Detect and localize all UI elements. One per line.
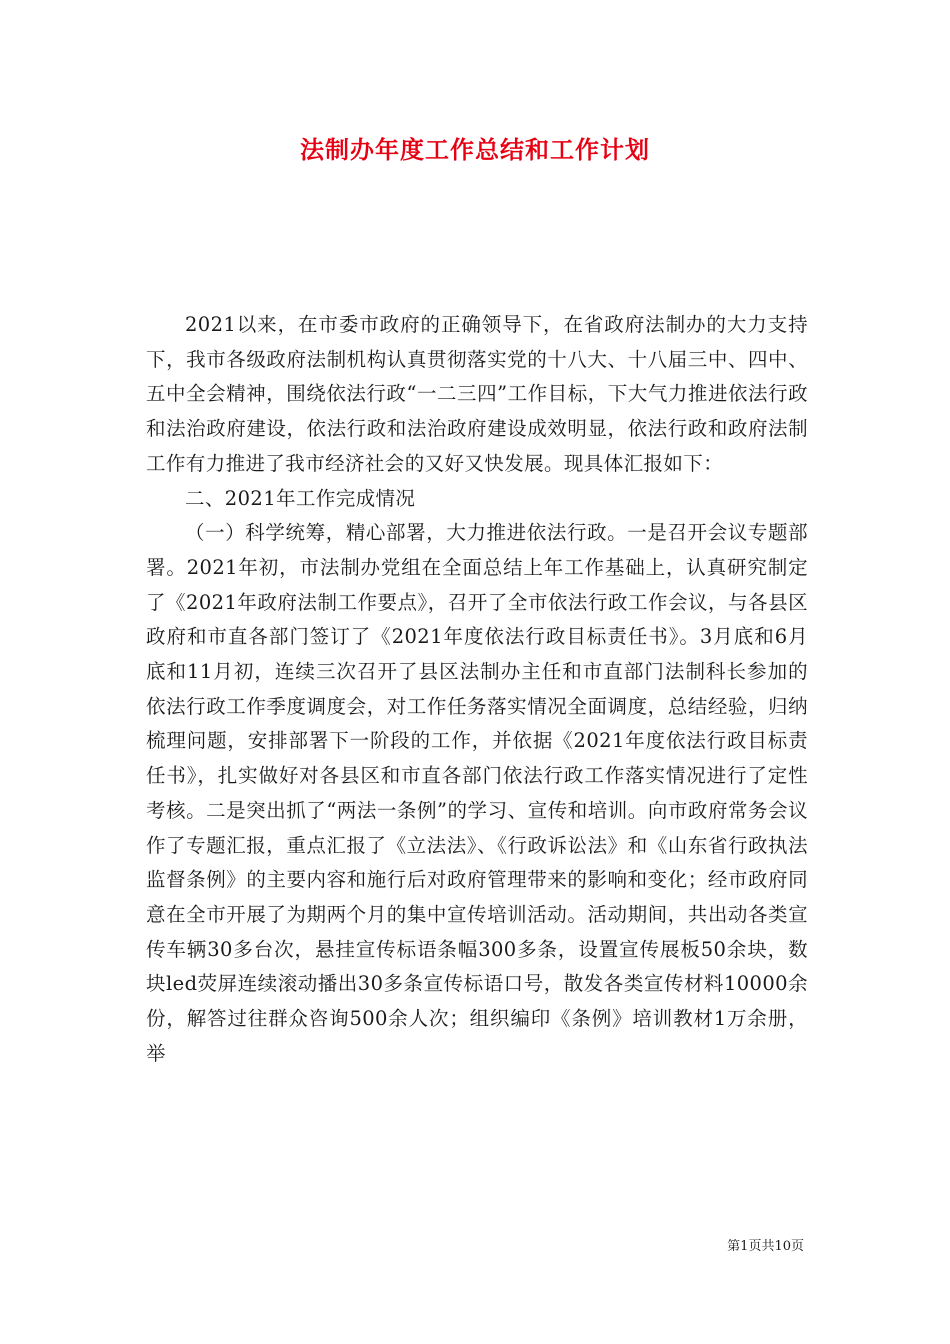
document-body bbox=[146, 308, 808, 1071]
body-paragraph: （一）科学统筹，精心部署，大力推进依法行政。一是召开会议专题部署。2021年初，市法制办党组在全面总结上年工作基础上，认真研究制定了《2021年政府法制工作要点》，召开了全市依法行政工作会议，与各县区政府和市直各部门签订了《2021年度依法行政目标责任书》。3月底和6月底和11月初，连续三次召开了县区法制办主任和市直部门法制科长参加的依法行政工作季度调度会，对工作任务落实情况全面调度，总结经验，归纳梳理问题，安排部署下一阶段的工作，并依据《2021年度依法行政目标责任书》，扎实做好对各县区和市直各部门依法行政工作落实情况进行了定性考核。二是突出抓了“两法一条例”的学习、宣传和培训。向市政府常务会议作了专题汇报，重点汇报了《立法法》、《行政诉讼法》和《山东省行政执法监督条例》的主要内容和施行后对政府管理带来的影响和变化；经市政府同意在全市开展了为期两个月的集中宣传培训活动。活动期间，共出动各类宣传车辆30多台次，悬挂宣传标语条幅300多条，设置宣传展板50余块，数块led荧屏连续滚动播出30多条宣传标语口号，散发各类宣传材料10000余份，解答过往群众咨询500余人次；组织编印《条例》培训教材1万余册，举 bbox=[146, 521, 808, 1065]
page-number: 第1页共10页 bbox=[727, 1239, 804, 1254]
document-title: 法制办年度工作总结和工作计划 bbox=[300, 135, 650, 164]
section-heading: 二、2021年工作完成情况 bbox=[185, 486, 416, 510]
intro-paragraph: 2021以来，在市委市政府的正确领导下，在省政府法制办的大力支持下，我市各级政府法制机构认真贯彻落实党的十八大、十八届三中、四中、五中全会精神，围绕依法行政“一二三四”工作目标，下大气力推进依法行政和法治政府建设，依法行政和法治政府建设成效明显，依法行政和政府法制工作有力推进了我市经济社会的又好又快发展。现具体汇报如下： bbox=[146, 313, 808, 475]
